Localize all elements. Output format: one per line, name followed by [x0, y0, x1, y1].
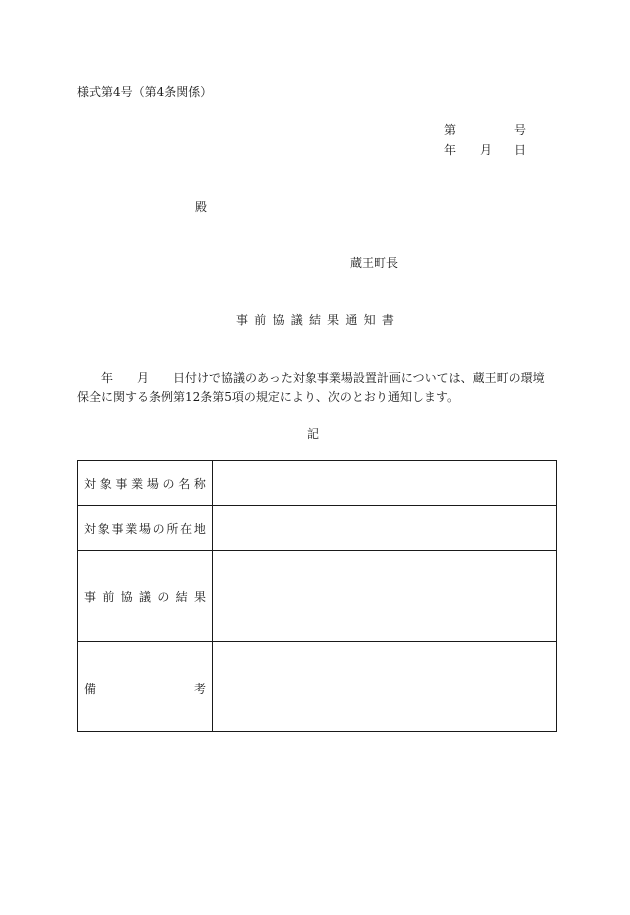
label-char: 象 — [99, 476, 112, 491]
label-char: 在 — [180, 521, 193, 536]
body-line-1: 年 月 日付けで協議のあった対象事業場設置計画については、蔵王町の環境 — [77, 371, 545, 385]
label-char: 所 — [166, 521, 179, 536]
label-char: の — [157, 589, 170, 604]
row-label-facility-address — [78, 506, 213, 551]
label-char: 対 — [84, 476, 97, 491]
label-char: 象 — [97, 521, 110, 536]
title-char: 知 — [363, 313, 376, 327]
label-char: 議 — [138, 589, 151, 604]
table-row — [78, 642, 557, 732]
form-id: 様式第4号（第4条関係） — [77, 85, 213, 99]
result-table — [77, 460, 557, 732]
addressee: 殿 — [195, 200, 208, 214]
label-char: 考 — [193, 682, 206, 696]
table-row — [78, 551, 557, 642]
label-char: の — [152, 521, 165, 536]
label-char: 協 — [120, 589, 133, 604]
label-char: 業 — [131, 476, 144, 491]
label-char: 前 — [102, 589, 115, 604]
title-char: 前 — [254, 313, 267, 327]
row-label-facility-name — [78, 461, 213, 506]
title-char: 結 — [308, 313, 321, 327]
title-char: 書 — [381, 313, 394, 327]
date-month: 月 — [480, 143, 493, 157]
title-char: 事 — [236, 313, 249, 327]
facility-name-value[interactable] — [213, 461, 557, 506]
label-char: 事 — [115, 476, 128, 491]
body-line-2: 保全に関する条例第12条第5項の規定により、次のとおり通知します。 — [77, 390, 459, 404]
label-char: 備 — [84, 682, 97, 696]
consultation-result-value[interactable] — [213, 551, 557, 642]
title-char: 協 — [272, 313, 285, 327]
label-char: 結 — [175, 589, 188, 604]
table-row — [78, 506, 557, 551]
row-label-consultation-result — [78, 551, 213, 642]
body-paragraph — [77, 369, 557, 407]
label-char: 地 — [193, 521, 206, 536]
ki-heading: 記 — [307, 427, 320, 441]
label-char: 業 — [125, 521, 138, 536]
label-char: 場 — [146, 476, 159, 491]
label-char: 場 — [138, 521, 151, 536]
table-row — [78, 461, 557, 506]
label-char: 事 — [111, 521, 124, 536]
label-char: 事 — [84, 589, 97, 604]
title-char: 議 — [290, 313, 303, 327]
label-char: 果 — [193, 589, 206, 604]
date-year: 年 — [444, 143, 457, 157]
label-char: 称 — [193, 476, 206, 491]
document-title — [236, 312, 394, 328]
label-char: 名 — [178, 476, 191, 491]
title-char: 通 — [345, 313, 358, 327]
remarks-value[interactable] — [213, 642, 557, 732]
facility-address-value[interactable] — [213, 506, 557, 551]
title-char: 果 — [327, 313, 340, 327]
number-suffix: 号 — [514, 123, 527, 137]
row-label-remarks — [78, 642, 213, 732]
label-char: の — [162, 476, 175, 491]
date-day: 日 — [514, 143, 527, 157]
sender: 蔵王町長 — [350, 256, 399, 270]
label-char: 対 — [84, 521, 97, 536]
number-prefix: 第 — [444, 123, 457, 137]
